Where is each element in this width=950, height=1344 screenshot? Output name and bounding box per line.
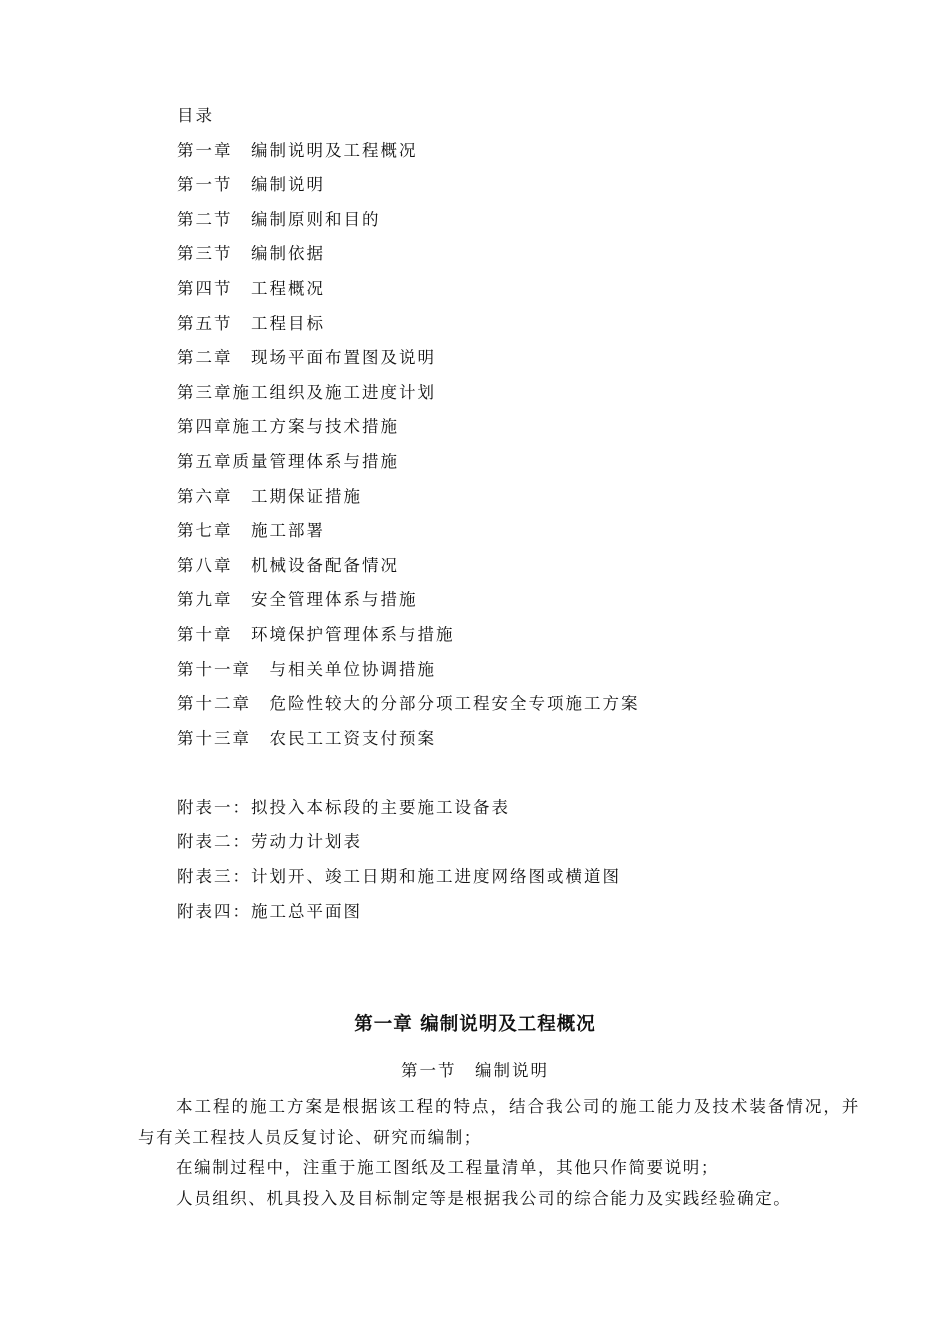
toc-entry: 第三节 编制依据 (177, 244, 325, 264)
toc-entry: 第八章 机械设备配备情况 (177, 555, 399, 575)
toc-entry: 第一节 编制说明 (177, 175, 325, 195)
toc-entry: 第三章施工组织及施工进度计划 (177, 382, 436, 402)
toc-entry: 第五章质量管理体系与措施 (177, 451, 399, 471)
toc-entry: 第二章 现场平面布置图及说明 (177, 348, 436, 368)
section-title: 第一节 编制说明 (401, 1061, 549, 1080)
toc-spacer (177, 756, 877, 791)
body-paragraph: 本工程的施工方案是根据该工程的特点，结合我公司的施工能力及技术装备情况，并与有关工程技人员反复讨论、研究而编制； (138, 1097, 860, 1147)
toc-entry: 第一章 编制说明及工程概况 (177, 140, 418, 160)
toc-appendix-entry: 附表三：计划开、竣工日期和施工进度网络图或横道图 (177, 867, 621, 887)
toc-entry: 第五节 工程目标 (177, 313, 325, 333)
toc-entry: 第十二章 危险性较大的分部分项工程安全专项施工方案 (177, 694, 640, 714)
toc-entry: 第十一章 与相关单位协调措施 (177, 659, 436, 679)
toc-entry: 第七章 施工部署 (177, 521, 325, 541)
toc-entry: 第十三章 农民工工资支付预案 (177, 728, 436, 748)
body-paragraph: 在编制过程中，注重于施工图纸及工程量清单，其他只作简要说明； (176, 1158, 719, 1177)
table-of-contents (177, 99, 877, 929)
toc-entry: 第二节 编制原则和目的 (177, 209, 381, 229)
toc-entry: 第四章施工方案与技术措施 (177, 417, 399, 437)
chapter-title: 第一章 编制说明及工程概况 (354, 1014, 596, 1035)
toc-entry: 第六章 工期保证措施 (177, 486, 362, 506)
body-paragraph: 人员组织、机具投入及目标制定等是根据我公司的综合能力及实践经验确定。 (176, 1188, 792, 1208)
toc-entry: 第十章 环境保护管理体系与措施 (177, 624, 455, 644)
toc-appendix-entry: 附表二：劳动力计划表 (177, 832, 362, 852)
toc-appendix-entry: 附表一：拟投入本标段的主要施工设备表 (177, 797, 510, 817)
toc-entry: 第九章 安全管理体系与措施 (177, 590, 418, 610)
toc-entry: 第四节 工程概况 (177, 278, 325, 298)
section-body (138, 1092, 860, 1214)
toc-heading: 目录 (177, 106, 214, 125)
toc-appendix-entry: 附表四：施工总平面图 (177, 901, 362, 921)
